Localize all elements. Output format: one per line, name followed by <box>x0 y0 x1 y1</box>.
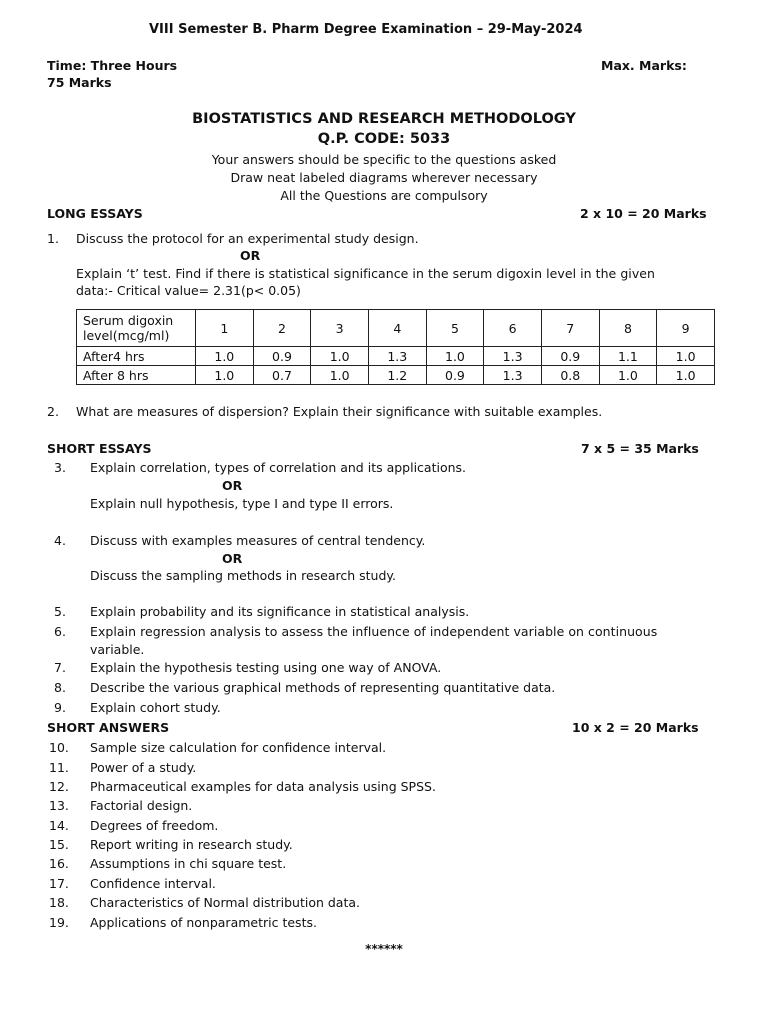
subject-title: BIOSTATISTICS AND RESEARCH METHODOLOGY <box>192 111 576 127</box>
question-3-text: Explain correlation, types of correlation and its applications. <box>90 460 467 475</box>
table-cell: 0.7 <box>253 366 311 385</box>
question-2-text: What are measures of dispersion? Explain their significance with suitable examples. <box>76 404 603 419</box>
short-answers-heading: SHORT ANSWERS <box>47 720 170 735</box>
header-label-line2: level(mcg/ml) <box>83 328 170 343</box>
or-label: OR <box>222 551 243 566</box>
question-number: 4. <box>54 533 66 548</box>
question-number: 1. <box>47 231 59 246</box>
question-3-alt: Explain null hypothesis, type I and type II errors. <box>90 496 394 511</box>
max-marks-label: Max. Marks: <box>601 58 687 73</box>
short-answer-item: Power of a study. <box>90 760 197 775</box>
question-9-text: Explain cohort study. <box>90 700 221 715</box>
table-cell: 1.3 <box>484 366 542 385</box>
question-4-text: Discuss with examples measures of central tendency. <box>90 533 426 548</box>
or-label: OR <box>222 478 243 493</box>
time-label: Time: Three Hours <box>47 58 178 73</box>
table-header-cell: 7 <box>541 310 599 347</box>
short-answer-item: Characteristics of Normal distribution data. <box>90 895 360 910</box>
question-number: 3. <box>54 460 66 475</box>
short-answer-item: Confidence interval. <box>90 876 216 891</box>
question-number: 9. <box>54 700 66 715</box>
short-answer-item: Pharmaceutical examples for data analysis using SPSS. <box>90 779 436 794</box>
question-6-text-line2: variable. <box>90 642 145 657</box>
table-cell: 1.0 <box>426 347 484 366</box>
table-row-label: After4 hrs <box>77 347 196 366</box>
question-number: 13. <box>49 798 69 813</box>
short-answer-item: Assumptions in chi square test. <box>90 856 287 871</box>
question-number: 16. <box>49 856 69 871</box>
table-cell: 1.1 <box>599 347 657 366</box>
question-number: 8. <box>54 680 66 695</box>
table-header-cell: 3 <box>311 310 369 347</box>
table-cell: 1.0 <box>599 366 657 385</box>
short-answer-item: Factorial design. <box>90 798 193 813</box>
table-header-cell: 4 <box>368 310 426 347</box>
table-cell: 0.9 <box>541 347 599 366</box>
table-cell: 0.9 <box>426 366 484 385</box>
short-answer-item: Applications of nonparametric tests. <box>90 915 317 930</box>
table-cell: 1.3 <box>484 347 542 366</box>
short-answer-item: Degrees of freedom. <box>90 818 219 833</box>
or-label: OR <box>240 248 261 263</box>
qp-code: Q.P. CODE: 5033 <box>317 131 451 147</box>
question-5-text: Explain probability and its significance in statistical analysis. <box>90 604 470 619</box>
end-of-paper-mark: ****** <box>365 942 403 956</box>
question-number: 14. <box>49 818 69 833</box>
question-number: 7. <box>54 660 66 675</box>
header-label-line1: Serum digoxin <box>83 313 174 328</box>
table-cell: 1.0 <box>657 366 715 385</box>
question-number: 12. <box>49 779 69 794</box>
question-4-alt: Discuss the sampling methods in research study. <box>90 568 396 583</box>
long-essays-marks: 2 x 10 = 20 Marks <box>580 206 707 221</box>
table-cell: 1.0 <box>196 366 254 385</box>
long-essays-heading: LONG ESSAYS <box>47 206 143 221</box>
table-header-row <box>77 310 715 347</box>
question-number: 5. <box>54 604 66 619</box>
table-header-cell: 6 <box>484 310 542 347</box>
table-cell: 1.3 <box>368 347 426 366</box>
question-number: 19. <box>49 915 69 930</box>
instruction-2: Draw neat labeled diagrams wherever necessary <box>230 170 538 185</box>
short-answer-item: Sample size calculation for confidence interval. <box>90 740 387 755</box>
instruction-1: Your answers should be specific to the questions asked <box>211 152 557 167</box>
question-number: 15. <box>49 837 69 852</box>
table-cell: 0.9 <box>253 347 311 366</box>
table-row <box>77 347 715 366</box>
table-cell: 1.0 <box>311 366 369 385</box>
table-header-cell: 8 <box>599 310 657 347</box>
table-cell: 1.0 <box>311 347 369 366</box>
table-cell: 1.0 <box>196 347 254 366</box>
question-6-text-line1: Explain regression analysis to assess the influence of independent variable on continuous <box>90 624 658 639</box>
table-header-cell: 9 <box>657 310 715 347</box>
question-number: 11. <box>49 760 69 775</box>
question-number: 10. <box>49 740 69 755</box>
question-8-text: Describe the various graphical methods of representing quantitative data. <box>90 680 556 695</box>
table-header-cell: 1 <box>196 310 254 347</box>
table-row-label: After 8 hrs <box>77 366 196 385</box>
exam-title: VIII Semester B. Pharm Degree Examination – 29-May-2024 <box>149 22 583 37</box>
table-header-label <box>77 310 196 347</box>
question-number: 17. <box>49 876 69 891</box>
max-marks-value: 75 Marks <box>47 75 112 90</box>
table-cell: 1.2 <box>368 366 426 385</box>
table-cell: 0.8 <box>541 366 599 385</box>
question-number: 18. <box>49 895 69 910</box>
question-1-text: Discuss the protocol for an experimental study design. <box>76 231 419 246</box>
short-essays-heading: SHORT ESSAYS <box>47 441 152 456</box>
question-number: 2. <box>47 404 59 419</box>
question-1-alt-line2: data:- Critical value= 2.31(p< 0.05) <box>76 283 301 298</box>
digoxin-table <box>76 309 715 385</box>
instruction-3: All the Questions are compulsory <box>280 188 488 203</box>
short-essays-marks: 7 x 5 = 35 Marks <box>581 441 699 456</box>
table-header-cell: 5 <box>426 310 484 347</box>
table-row <box>77 366 715 385</box>
question-1-alt-line1: Explain ‘t’ test. Find if there is statistical significance in the serum digoxin level in the given <box>76 266 655 281</box>
question-7-text: Explain the hypothesis testing using one way of ANOVA. <box>90 660 442 675</box>
short-answers-marks: 10 x 2 = 20 Marks <box>572 720 699 735</box>
table-header-cell: 2 <box>253 310 311 347</box>
question-number: 6. <box>54 624 66 639</box>
table-cell: 1.0 <box>657 347 715 366</box>
short-answer-item: Report writing in research study. <box>90 837 293 852</box>
